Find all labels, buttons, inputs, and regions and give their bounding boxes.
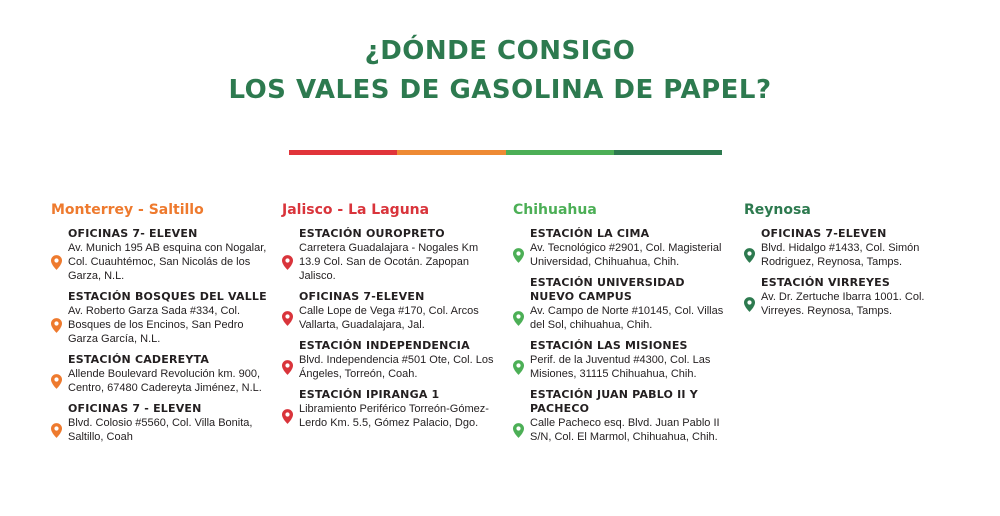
location-item <box>282 339 502 381</box>
location-name: ESTACIÓN VIRREYES <box>761 276 891 289</box>
column-chihuahua <box>513 202 733 451</box>
location-name: ESTACIÓN LA CIMA <box>530 227 650 240</box>
location-name: OFICINAS 7-ELEVEN <box>761 227 887 240</box>
color-divider <box>289 150 722 155</box>
location-address: Blvd. Colosio #5560, Col. Villa Bonita, Saltillo, Coah <box>68 417 253 443</box>
map-pin-icon <box>744 297 755 312</box>
location-address: Calle Lope de Vega #170, Col. Arcos Vallarta, Guadalajara, Jal. <box>299 305 479 331</box>
map-pin-icon <box>51 255 62 270</box>
location-address: Calle Pacheco esq. Blvd. Juan Pablo II S/N, Col. El Marmol, Chihuahua, Chih. <box>530 417 720 443</box>
location-item <box>744 276 964 318</box>
location-name: ESTACIÓN JUAN PABLO II Y PACHECO <box>530 388 698 415</box>
column-jalisco-la-laguna <box>282 202 502 437</box>
location-item <box>51 227 271 283</box>
location-name: ESTACIÓN UNIVERSIDAD NUEVO CAMPUS <box>530 276 685 303</box>
map-pin-icon <box>282 360 293 375</box>
location-address: Av. Roberto Garza Sada #334, Col. Bosques de los Encinos, San Pedro Garza García, N.L. <box>68 305 244 345</box>
map-pin-icon <box>513 423 524 438</box>
location-name: ESTACIÓN LAS MISIONES <box>530 339 688 352</box>
location-item <box>513 339 733 381</box>
divider-segment-green <box>506 150 614 155</box>
column-reynosa <box>744 202 964 325</box>
location-address: Av. Campo de Norte #10145, Col. Villas del Sol, chihuahua, Chih. <box>530 305 724 331</box>
map-pin-icon <box>282 311 293 326</box>
location-name: OFICINAS 7-ELEVEN <box>299 290 425 303</box>
location-name: ESTACIÓN IPIRANGA 1 <box>299 388 440 401</box>
map-pin-icon <box>744 248 755 263</box>
location-address: Perif. de la Juventud #4300, Col. Las Misiones, 31115 Chihuahua, Chih. <box>530 354 711 380</box>
location-item <box>51 402 271 444</box>
location-address: Av. Dr. Zertuche Ibarra 1001. Col. Virreyes. Reynosa, Tamps. <box>761 291 925 317</box>
map-pin-icon <box>513 311 524 326</box>
location-item <box>744 227 964 269</box>
location-item <box>51 353 271 395</box>
column-monterrey-saltillo <box>51 202 271 451</box>
map-pin-icon <box>282 409 293 424</box>
location-address: Av. Munich 195 AB esquina con Nogalar, Col. Cuauhtémoc, San Nicolás de los Garza, N.L. <box>68 242 267 282</box>
location-address: Libramiento Periférico Torreón-Gómez- Lerdo Km. 5.5, Gómez Palacio, Dgo. <box>299 403 489 429</box>
location-address: Allende Boulevard Revolución km. 900, Centro, 67480 Cadereyta Jiménez, N.L. <box>68 368 262 394</box>
location-name: ESTACIÓN INDEPENDENCIA <box>299 339 470 352</box>
region-heading: Reynosa <box>744 202 811 218</box>
map-pin-icon <box>51 318 62 333</box>
location-item <box>282 388 502 430</box>
location-address: Blvd. Independencia #501 Ote, Col. Los Ángeles, Torreón, Coah. <box>299 354 494 380</box>
map-pin-icon <box>513 248 524 263</box>
map-pin-icon <box>282 255 293 270</box>
location-name: ESTACIÓN BOSQUES DEL VALLE <box>68 290 267 303</box>
region-heading: Jalisco - La Laguna <box>282 202 430 218</box>
divider-segment-red <box>289 150 397 155</box>
location-address: Av. Tecnológico #2901, Col. Magisterial Universidad, Chihuahua, Chih. <box>530 242 722 268</box>
location-name: ESTACIÓN OUROPRETO <box>299 227 445 240</box>
location-name: OFICINAS 7- ELEVEN <box>68 227 198 240</box>
map-pin-icon <box>51 374 62 389</box>
location-address: Blvd. Hidalgo #1433, Col. Simón Rodriguez, Reynosa, Tamps. <box>761 242 920 268</box>
region-heading: Chihuahua <box>513 202 597 218</box>
map-pin-icon <box>513 360 524 375</box>
location-name: OFICINAS 7 - ELEVEN <box>68 402 202 415</box>
page-title <box>0 32 1000 110</box>
map-pin-icon <box>51 423 62 438</box>
location-item <box>513 227 733 269</box>
location-item <box>51 290 271 346</box>
location-item <box>513 388 733 444</box>
location-name: ESTACIÓN CADEREYTA <box>68 353 210 366</box>
location-item <box>513 276 733 332</box>
location-item <box>282 227 502 283</box>
region-heading: Monterrey - Saltillo <box>51 202 204 218</box>
title-line-2: LOS VALES DE GASOLINA DE PAPEL? <box>228 75 772 105</box>
title-line-1: ¿DÓNDE CONSIGO <box>364 36 636 66</box>
divider-segment-darkgreen <box>614 150 722 155</box>
location-address: Carretera Guadalajara - Nogales Km 13.9 Col. San de Ocotán. Zapopan Jalisco. <box>299 242 479 282</box>
divider-segment-orange <box>397 150 505 155</box>
location-item <box>282 290 502 332</box>
